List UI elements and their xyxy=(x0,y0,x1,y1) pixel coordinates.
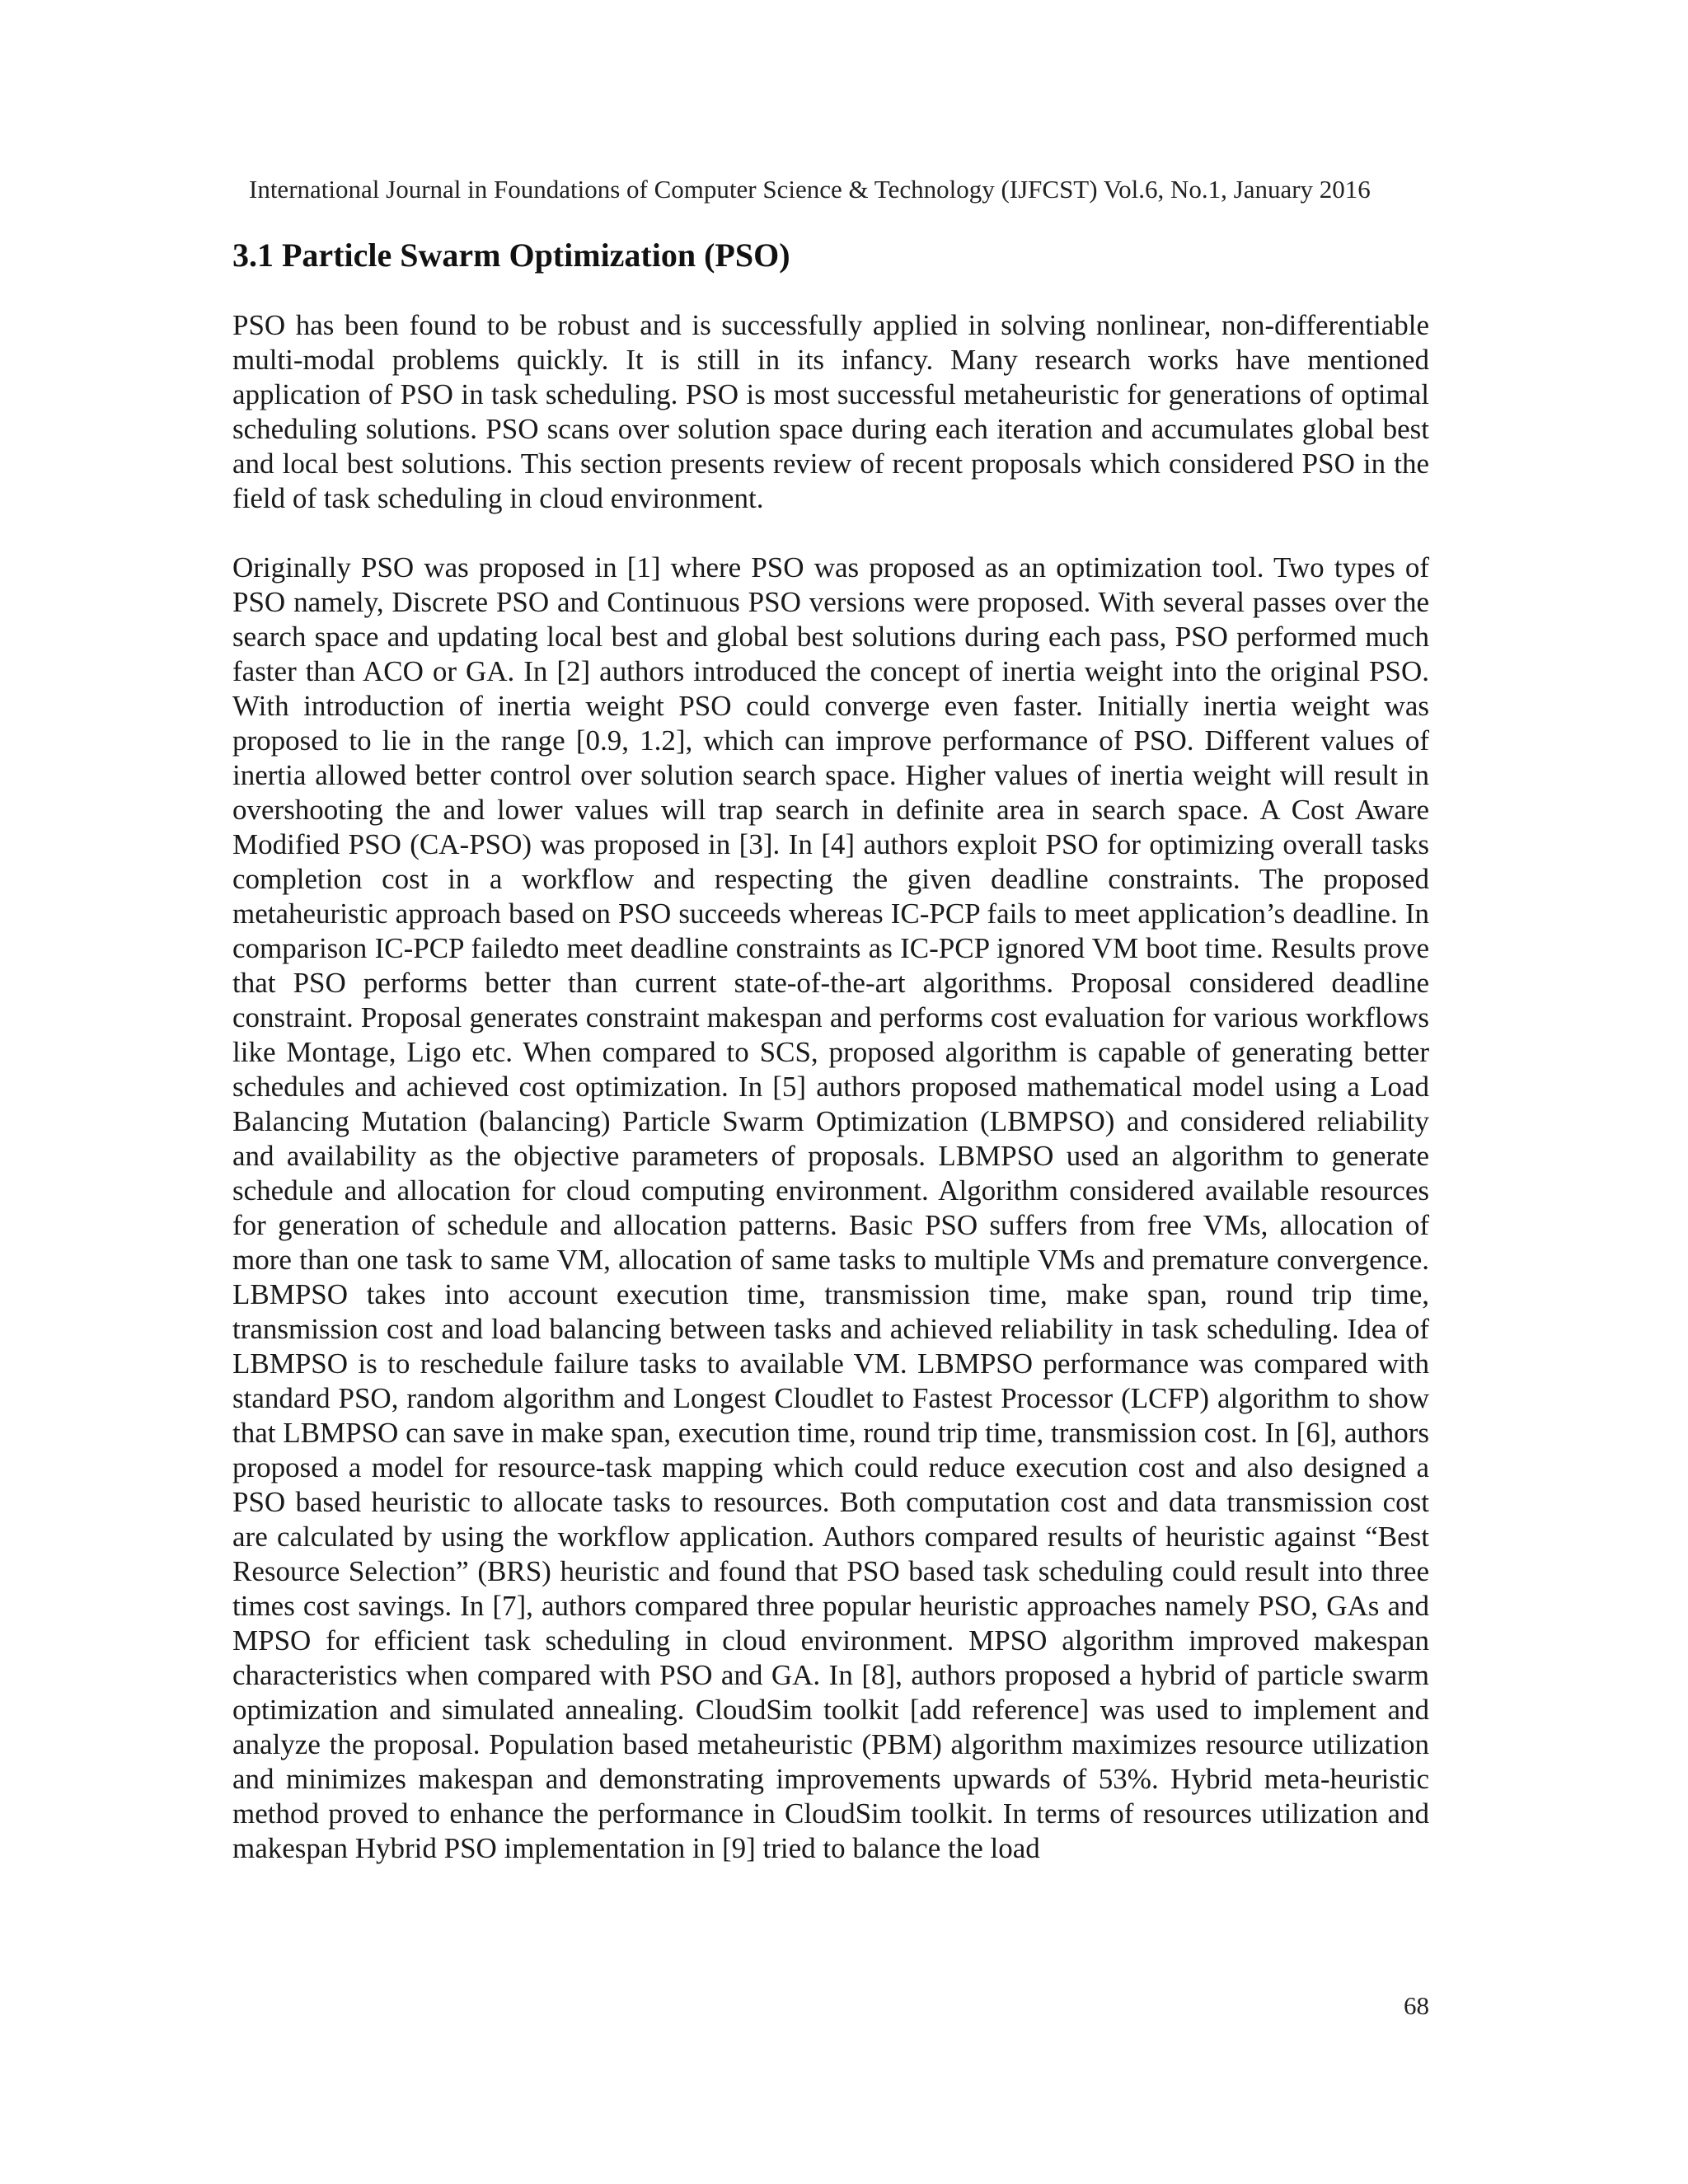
section-heading: 3.1 Particle Swarm Optimization (PSO) xyxy=(232,237,790,274)
running-header: International Journal in Foundations of Computer Science & Technology (IJFCST) Vol.6, No.1, January 2016 xyxy=(249,175,1371,204)
paragraph-review: Originally PSO was proposed in [1] where PSO was proposed as an optimization tool. Two types of PSO namely, Discrete PSO and Continuous PSO versions were proposed. With several passes over the search space and updating local best and global best solutions during each pass, PSO performed much faster than ACO or GA. In [2] authors introduced the concept of inertia weight into the original PSO. With introduction of inertia weight PSO could converge even faster. Initially inertia weight was proposed to lie in the range [0.9, 1.2], which can improve performance of PSO. Different values of inertia allowed better control over solution search space. Higher values of inertia weight will result in overshooting the and lower values will trap search in definite area in search space. A Cost Aware Modified PSO (CA-PSO) was proposed in [3]. In [4] authors exploit PSO for optimizing overall tasks completion cost in a workflow and respecting the given deadline constraints. The proposed metaheuristic approach based on PSO succeeds whereas IC-PCP fails to meet application’s deadline. In comparison IC-PCP failedto meet deadline constraints as IC-PCP ignored VM boot time. Results prove that PSO performs better than current state-of-the-art algorithms. Proposal considered deadline constraint. Proposal generates constraint makespan and performs cost evaluation for various workflows like Montage, Ligo etc. When compared to SCS, proposed algorithm is capable of generating better schedules and achieved cost optimization. In [5] authors proposed mathematical model using a Load Balancing Mutation (balancing) Particle Swarm Optimization (LBMPSO) and considered reliability and availability as the objective parameters of proposals. LBMPSO used an algorithm to generate schedule and allocation for cloud computing environment. Algorithm considered available resources for generation of schedule and allocation patterns. Basic PSO suffers from free VMs, allocation of more than one task to same VM, allocation of same tasks to multiple VMs and premature convergence. LBMPSO takes into account execution time, transmission time, make span, round trip time, transmission cost and load balancing between tasks and achieved reliability in task scheduling. Idea of LBMPSO is to reschedule failure tasks to available VM. LBMPSO performance was compared with standard PSO, random algorithm and Longest Cloudlet to Fastest Processor (LCFP) algorithm to show that LBMPSO can save in make span, execution time, round trip time, transmission cost. In [6], authors proposed a model for resource-task mapping which could reduce execution cost and also designed a PSO based heuristic to allocate tasks to resources. Both computation cost and data transmission cost are calculated by using the workflow application. Authors compared results of heuristic against “Best Resource Selection” (BRS) heuristic and found that PSO based task scheduling could result into three times cost savings. In [7], authors compared three popular heuristic approaches namely PSO, GAs and MPSO for efficient task scheduling in cloud environment. MPSO algorithm improved makespan characteristics when compared with PSO and GA. In [8], authors proposed a hybrid of particle swarm optimization and simulated annealing. CloudSim toolkit [add reference] was used to implement and analyze the proposal. Population based metaheuristic (PBM) algorithm maximizes resource utilization and minimizes makespan and demonstrating improvements upwards of 53%. Hybrid meta-heuristic method proved to enhance the performance in CloudSim toolkit. In terms of resources utilization and makespan Hybrid PSO implementation in [9] tried to balance the load xyxy=(232,551,1429,1864)
page-number: 68 xyxy=(1404,1991,1429,2020)
paragraph-intro: PSO has been found to be robust and is successfully applied in solving nonlinear, non-differentiable multi-modal problems quickly. It is still in its infancy. Many research works have mentioned application of PSO in task scheduling. PSO is most successful metaheuristic for generations of optimal scheduling solutions. PSO scans over solution space during each iteration and accumulates global best and local best solutions. This section presents review of recent proposals which considered PSO in the field of task scheduling in cloud environment. xyxy=(232,309,1429,514)
